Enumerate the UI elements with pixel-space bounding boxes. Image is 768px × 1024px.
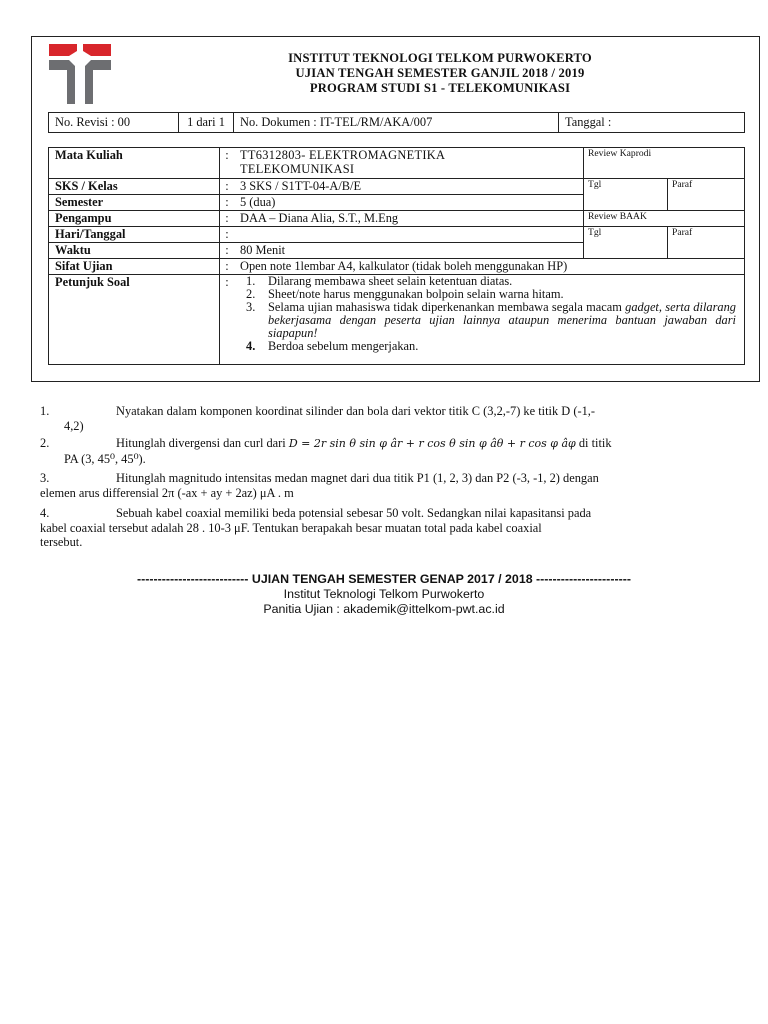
- footer-exam-title: --------------------------- UJIAN TENGAH SEMESTER GENAP 2017 / 2018 -----------------------: [137, 572, 631, 586]
- course-code: TT6312803- ELEKTROMAGNETIKA: [240, 148, 446, 162]
- logo-red-wing: [49, 44, 111, 56]
- question-3: 3. Hitunglah magnitudo intensitas medan magnet dari dua titik P1 (1, 2, 3) dan P2 (-3, -1, 2) dengan elemen arus differensial 2π (-ax + ay + 2az) μA . m: [40, 471, 599, 500]
- kaprodi-signature-label: Paraf: [668, 179, 745, 211]
- course-value: [234, 148, 584, 179]
- colon: :: [220, 259, 235, 275]
- baak-date-label: Tgl: [584, 227, 668, 259]
- question-2: 2. Hitunglah divergensi dan curl dari D = 2r sin θ sin φ âr + r cos θ sin φ âθ + r cos φ âφ di titik PA (3, 45⁰, 45⁰).: [40, 436, 612, 466]
- duration-label: Waktu: [49, 243, 220, 259]
- kaprodi-date-label: Tgl: [584, 179, 668, 211]
- footer-institution: Institut Teknologi Telkom Purwokerto: [283, 587, 485, 601]
- page-count: 1 dari 1: [179, 113, 234, 133]
- colon: :: [220, 243, 235, 259]
- vector-field-formula: D = 2r sin θ sin φ âr + r cos θ sin φ âθ + r cos φ âφ: [288, 437, 576, 450]
- colon: :: [220, 179, 235, 195]
- institution-logo: [47, 42, 113, 106]
- colon: :: [220, 275, 235, 365]
- instruction-item: 4. Berdoa sebelum mengerjakan.: [246, 339, 419, 353]
- instruction-item: 3. Selama ujian mahasiswa tidak diperkenankan membawa segala macam gadget, serta dilarang bekerjasama dengan peserta ujian lainnya ataupun menerima bantuan jawaban dari siapapun!: [246, 300, 736, 340]
- question-1: 1. Nyatakan dalam komponen koordinat silinder dan bola dari vektor titik C (3,2,-7) ke titik D (-1,- 4,2): [40, 404, 595, 433]
- day-date-label: Hari/Tanggal: [49, 227, 220, 243]
- document-number: No. Dokumen : IT-TEL/RM/AKA/007: [234, 113, 559, 133]
- header-program: PROGRAM STUDI S1 - TELEKOMUNIKASI: [309, 81, 571, 95]
- colon: :: [220, 195, 235, 211]
- day-date-value: [234, 227, 584, 243]
- colon: :: [220, 227, 235, 243]
- question-4: 4. Sebuah kabel coaxial memiliki beda potensial sebesar 50 volt. Sedangkan nilai kapasitansi pada kabel coaxial tersebut adalah 28 . 10-3 μF. Tentukan berapakah besar muatan total pada kabel coaxial tersebut.: [40, 506, 592, 549]
- course-name: TELEKOMUNIKASI: [240, 162, 355, 176]
- lecturer-value: DAA – Diana Alia, S.T., M.Eng: [234, 211, 584, 227]
- sks-value: 3 SKS / S1TT-04-A/B/E: [234, 179, 584, 195]
- colon: :: [220, 211, 235, 227]
- duration-value: 80 Menit: [234, 243, 584, 259]
- footer-contact: Panitia Ujian : akademik@ittelkom-pwt.ac.id: [263, 602, 505, 616]
- date-field: Tanggal :: [559, 113, 745, 133]
- logo-gray-stem: [49, 60, 111, 104]
- instructions-label: Petunjuk Soal: [49, 275, 220, 365]
- document-meta-table: [48, 112, 745, 133]
- sks-label: SKS / Kelas: [49, 179, 220, 195]
- course-info-table: [48, 147, 745, 365]
- header-institution: INSTITUT TEKNOLOGI TELKOM PURWOKERTO: [288, 51, 592, 65]
- semester-value: 5 (dua): [234, 195, 584, 211]
- instructions-list: [234, 275, 745, 365]
- review-baak-label: Review BAAK: [584, 211, 745, 227]
- exam-type-label: Sifat Ujian: [49, 259, 220, 275]
- exam-type-value: Open note 1lembar A4, kalkulator (tidak boleh menggunakan HP): [234, 259, 745, 275]
- colon: :: [220, 148, 235, 179]
- baak-signature-label: Paraf: [668, 227, 745, 259]
- course-label: Mata Kuliah: [49, 148, 220, 179]
- instruction-item: 1. Dilarang membawa sheet selain ketentuan diatas.: [246, 274, 513, 288]
- instruction-item: 2. Sheet/note harus menggunakan bolpoin selain warna hitam.: [246, 287, 564, 301]
- review-kaprodi-label: Review Kaprodi: [584, 148, 745, 179]
- header-exam: UJIAN TENGAH SEMESTER GANJIL 2018 / 2019: [295, 66, 585, 80]
- semester-label: Semester: [49, 195, 220, 211]
- lecturer-label: Pengampu: [49, 211, 220, 227]
- revision-number: No. Revisi : 00: [49, 113, 179, 133]
